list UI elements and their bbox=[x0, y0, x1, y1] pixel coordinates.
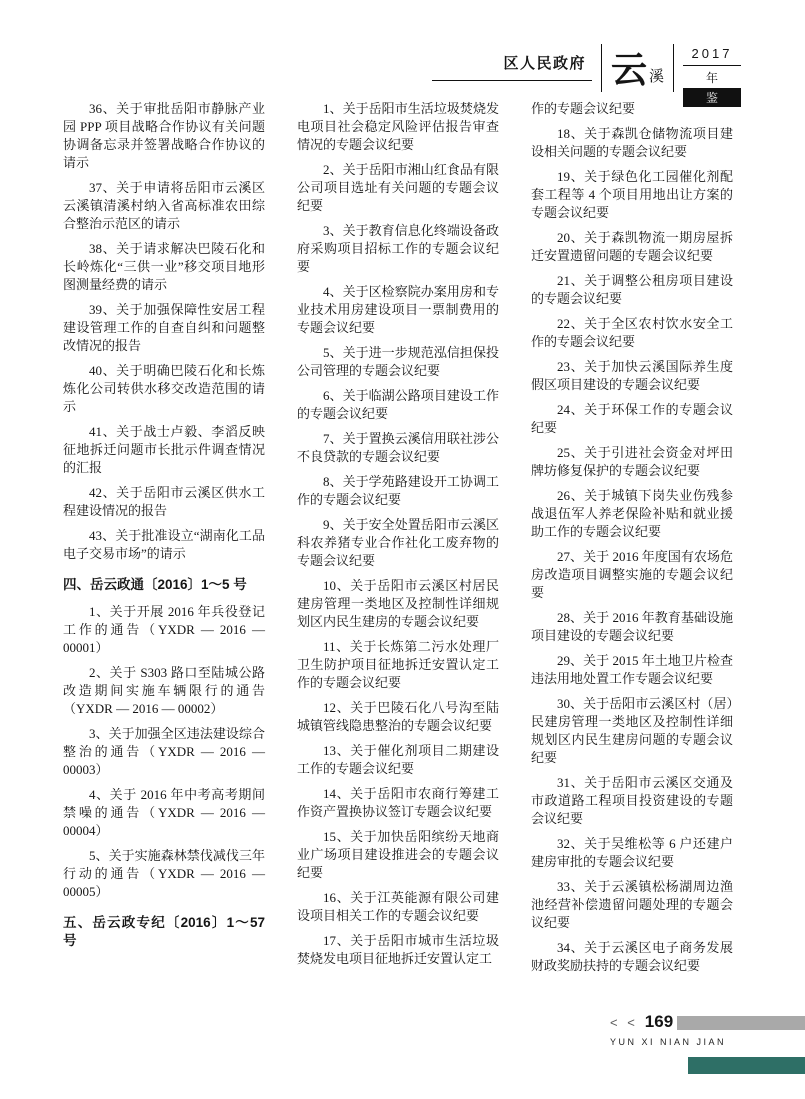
list-item: 33、关于云溪镇松杨湖周边渔池经营补偿遗留问题处理的专题会议纪要 bbox=[531, 879, 733, 930]
list-item: 41、关于战士卢毅、李滔反映征地拆迁问题市长批示件调查情况的汇报 bbox=[63, 424, 265, 475]
list-item: 4、关于区检察院办案用房和专业技术用房建设项目一票制费用的专题会议纪要 bbox=[297, 284, 499, 335]
list-item: 36、关于审批岳阳市静脉产业园 PPP 项目战略合作协议有关问题协调备忘录并签署战略合作协议的请示 bbox=[63, 101, 265, 170]
header-divider-right bbox=[673, 44, 674, 92]
yearbook-label-jian: 鉴 bbox=[683, 88, 741, 107]
list-item: 5、关于进一步规范泓信担保投公司管理的专题会议纪要 bbox=[297, 345, 499, 378]
list-item: 29、关于 2015 年土地卫片检查违法用地处置工作专题会议纪要 bbox=[531, 653, 733, 686]
list-item: 30、关于岳阳市云溪区村（居）民建房管理一类地区及控制性详细规划区内民生建房问题的专题会议纪要 bbox=[531, 696, 733, 765]
section-heading: 五、岳云政专纪〔2016〕1～57 号 bbox=[63, 915, 265, 948]
list-item: 21、关于调整公租房项目建设的专题会议纪要 bbox=[531, 273, 733, 306]
text-column-1 bbox=[63, 100, 265, 959]
list-item: 27、关于 2016 年度国有农场危房改造项目调整实施的专题会议纪要 bbox=[531, 549, 733, 600]
page-arrows: < < bbox=[610, 1015, 638, 1030]
list-item: 17、关于岳阳市城市生活垃圾焚烧发电项目征地拆迁安置认定工 bbox=[297, 933, 499, 966]
list-item: 38、关于请求解决巴陵石化和长岭炼化“三供一业”移交项目地形图测量经费的请示 bbox=[63, 241, 265, 292]
yearbook-brand bbox=[611, 44, 664, 92]
list-item: 19、关于绿色化工园催化剂配套工程等 4 个项目用地出让方案的专题会议纪要 bbox=[531, 169, 733, 220]
list-item: 1、关于开展 2016 年兵役登记工作的通告（YXDR — 2016 — 00001） bbox=[63, 604, 265, 655]
yearbook-label-nian: 年 bbox=[705, 71, 718, 85]
list-item: 28、关于 2016 年教育基础设施项目建设的专题会议纪要 bbox=[531, 610, 733, 643]
list-item: 11、关于长炼第二污水处理厂卫生防护项目征地拆迁安置认定工作的专题会议纪要 bbox=[297, 639, 499, 690]
list-item: 43、关于批准设立“湖南化工品电子交易市场”的请示 bbox=[63, 528, 265, 561]
list-item: 2、关于岳阳市湘山红食品有限公司项目选址有关问题的专题会议纪要 bbox=[297, 162, 499, 213]
list-item: 22、关于全区农村饮水安全工作的专题会议纪要 bbox=[531, 316, 733, 349]
list-item: 13、关于催化剂项目二期建设工作的专题会议纪要 bbox=[297, 743, 499, 776]
brand-character-xi: 溪 bbox=[648, 68, 664, 85]
list-item: 34、关于云溪区电子商务发展财政奖励扶持的专题会议纪要 bbox=[531, 940, 733, 973]
list-item: 31、关于岳阳市云溪区交通及市政道路工程项目投资建设的专题会议纪要 bbox=[531, 775, 733, 826]
list-item: 20、关于森凯物流一期房屋拆迁安置遗留问题的专题会议纪要 bbox=[531, 230, 733, 263]
list-item: 16、关于江英能源有限公司建设项目相关工作的专题会议纪要 bbox=[297, 890, 499, 923]
text-column-3 bbox=[531, 100, 733, 982]
list-item: 3、关于教育信息化终端设备政府采购项目招标工作的专题会议纪要 bbox=[297, 223, 499, 274]
list-item: 37、关于申请将岳阳市云溪区云溪镇清溪村纳入省高标准农田综合整治示范区的请示 bbox=[63, 180, 265, 231]
list-item: 4、关于 2016 年中考高考期间禁噪的通告（YXDR — 2016 — 00004） bbox=[63, 787, 265, 838]
list-item: 2、关于 S303 路口至陆城公路改造期间实施车辆限行的通告（YXDR — 2016 — 00002） bbox=[63, 665, 265, 716]
list-item: 3、关于加强全区违法建设综合整治的通告（YXDR — 2016 — 00003） bbox=[63, 726, 265, 777]
org-name: 区人民政府 bbox=[432, 52, 592, 81]
list-item: 42、关于岳阳市云溪区供水工程建设情况的报告 bbox=[63, 485, 265, 518]
list-item: 25、关于引进社会资金对坪田牌坊修复保护的专题会议纪要 bbox=[531, 445, 733, 478]
list-item: 9、关于安全处置岳阳市云溪区科农养猪专业合作社化工废弃物的专题会议纪要 bbox=[297, 517, 499, 568]
list-item: 40、关于明确巴陵石化和长炼炼化公司转供水移交改造范围的请示 bbox=[63, 363, 265, 414]
list-item: 15、关于加快岳阳缤纷天地商业广场项目建设推进会的专题会议纪要 bbox=[297, 829, 499, 880]
section-heading: 四、岳云政通〔2016〕1～5 号 bbox=[63, 577, 247, 592]
list-item: 32、关于吴维松等 6 户还建户建房审批的专题会议纪要 bbox=[531, 836, 733, 869]
brand-character-yun: 云 bbox=[610, 50, 647, 90]
list-item: 26、关于城镇下岗失业伤残参战退伍军人养老保险补贴和就业援助工作的专题会议纪要 bbox=[531, 488, 733, 539]
list-item: 7、关于置换云溪信用联社涉公不良贷款的专题会议纪要 bbox=[297, 431, 499, 464]
page-number: 169 bbox=[644, 1012, 674, 1031]
footer-gray-bar bbox=[677, 1016, 805, 1030]
list-item: 39、关于加强保障性安居工程建设管理工作的自查自纠和问题整改情况的报告 bbox=[63, 302, 265, 353]
edition-block bbox=[683, 44, 741, 105]
page-indicator bbox=[610, 1012, 673, 1032]
header-divider-left bbox=[601, 44, 602, 92]
list-item: 24、关于环保工作的专题会议纪要 bbox=[531, 402, 733, 435]
list-item: 14、关于岳阳市农商行筹建工作资产置换协议签订专题会议纪要 bbox=[297, 786, 499, 819]
list-item: 18、关于森凯仓储物流项目建设相关问题的专题会议纪要 bbox=[531, 126, 733, 159]
list-item: 5、关于实施森林禁伐减伐三年行动的通告（YXDR — 2016 — 00005） bbox=[63, 848, 265, 899]
edition-year: 2017 bbox=[683, 44, 741, 66]
text-column-2 bbox=[297, 100, 499, 975]
list-item: 10、关于岳阳市云溪区村居民建房管理一类地区及控制性详细规划区内民生建房的专题会议纪要 bbox=[297, 578, 499, 629]
list-item: 6、关于临湖公路项目建设工作的专题会议纪要 bbox=[297, 388, 499, 421]
list-item: 8、关于学苑路建设开工协调工作的专题会议纪要 bbox=[297, 474, 499, 507]
list-item: 12、关于巴陵石化八号沟至陆城镇管线隐患整治的专题会议纪要 bbox=[297, 700, 499, 733]
continuation-text: 作的专题会议纪要 bbox=[531, 101, 636, 116]
list-item: 23、关于加快云溪国际养生度假区项目建设的专题会议纪要 bbox=[531, 359, 733, 392]
list-item: 1、关于岳阳市生活垃圾焚烧发电项目社会稳定风险评估报告审查情况的专题会议纪要 bbox=[297, 101, 499, 152]
yearbook-romanization: YUN XI NIAN JIAN bbox=[610, 1037, 727, 1047]
footer-teal-bar bbox=[688, 1057, 805, 1074]
page-header bbox=[432, 44, 741, 105]
